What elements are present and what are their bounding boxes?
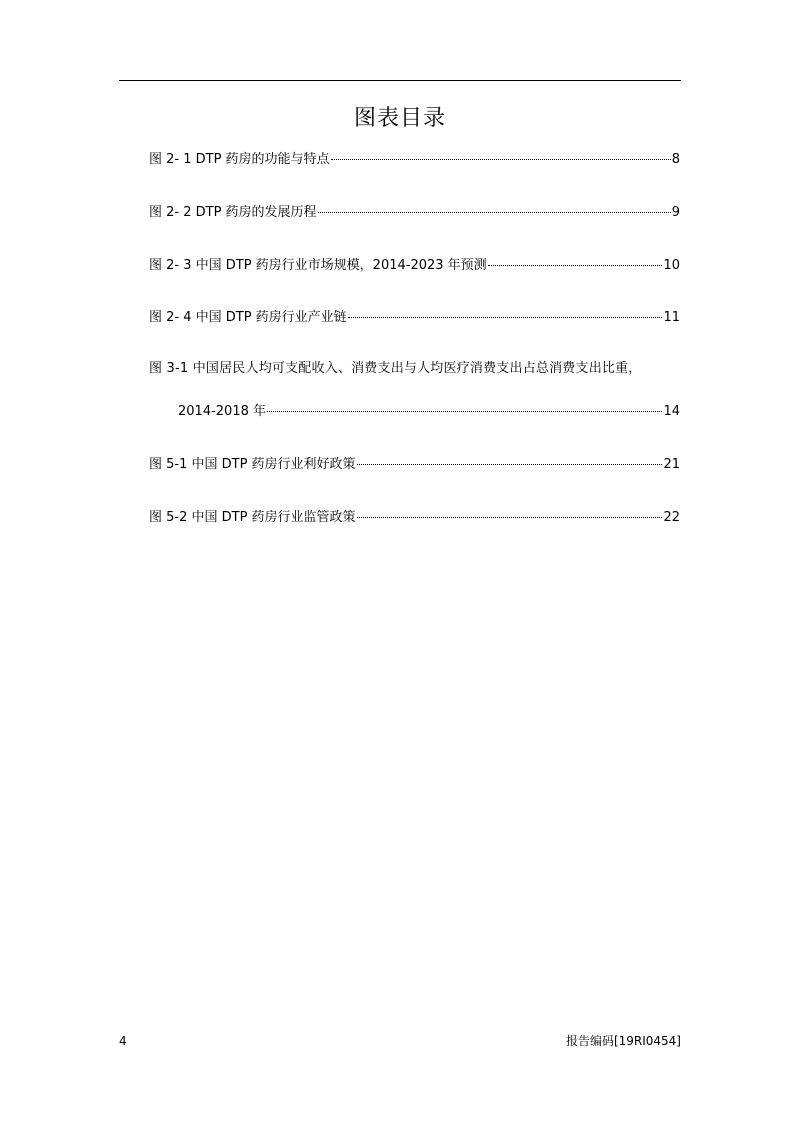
toc-entry[interactable] (149, 455, 680, 475)
toc-entry[interactable] (149, 308, 680, 328)
page-title: 图表目录 (353, 106, 446, 131)
toc-entry-label: 图 2- 3 中国 DTP 药房行业市场规模，2014-2023 年预测 (149, 258, 487, 273)
dot-leader (318, 211, 671, 213)
toc-entry-page: 21 (663, 457, 680, 472)
toc-entry-page: 8 (671, 152, 680, 167)
toc-entry[interactable] (149, 256, 680, 276)
toc-entry-label: 图 5-2 中国 DTP 药房行业监管政策 (149, 510, 356, 525)
dot-leader (331, 158, 671, 160)
footer-report-code: 报告编码[19RI0454] (565, 1034, 681, 1048)
header-rule (119, 80, 681, 81)
dot-leader (488, 264, 663, 266)
toc-entry-label: 图 2- 1 DTP 药房的功能与特点 (149, 152, 330, 167)
toc-entry-page: 10 (663, 258, 680, 273)
toc-entry-label-line1[interactable]: 图 3-1 中国居民人均可支配收入、消费支出与人均医疗消费支出占总消费支出比重， (149, 361, 642, 376)
toc-entry-label: 图 2- 4 中国 DTP 药房行业产业链 (149, 310, 347, 325)
toc-entry-page: 11 (663, 310, 680, 325)
toc-entry[interactable] (149, 203, 680, 223)
toc-entry[interactable] (178, 402, 680, 422)
footer-page-number: 4 (119, 1034, 127, 1048)
toc-entry-label: 2014-2018 年 (178, 404, 266, 419)
dot-leader (357, 516, 663, 518)
toc-entry-page: 9 (671, 205, 680, 220)
dot-leader (348, 316, 663, 318)
toc-entry-label: 图 5-1 中国 DTP 药房行业利好政策 (149, 457, 356, 472)
toc-entry[interactable] (149, 150, 680, 170)
toc-entry-label: 图 2- 2 DTP 药房的发展历程 (149, 205, 317, 220)
dot-leader (267, 410, 662, 412)
dot-leader (357, 463, 663, 465)
toc-entry-page: 22 (663, 510, 680, 525)
toc-entry-page: 14 (663, 404, 680, 419)
toc-entry[interactable] (149, 508, 680, 528)
